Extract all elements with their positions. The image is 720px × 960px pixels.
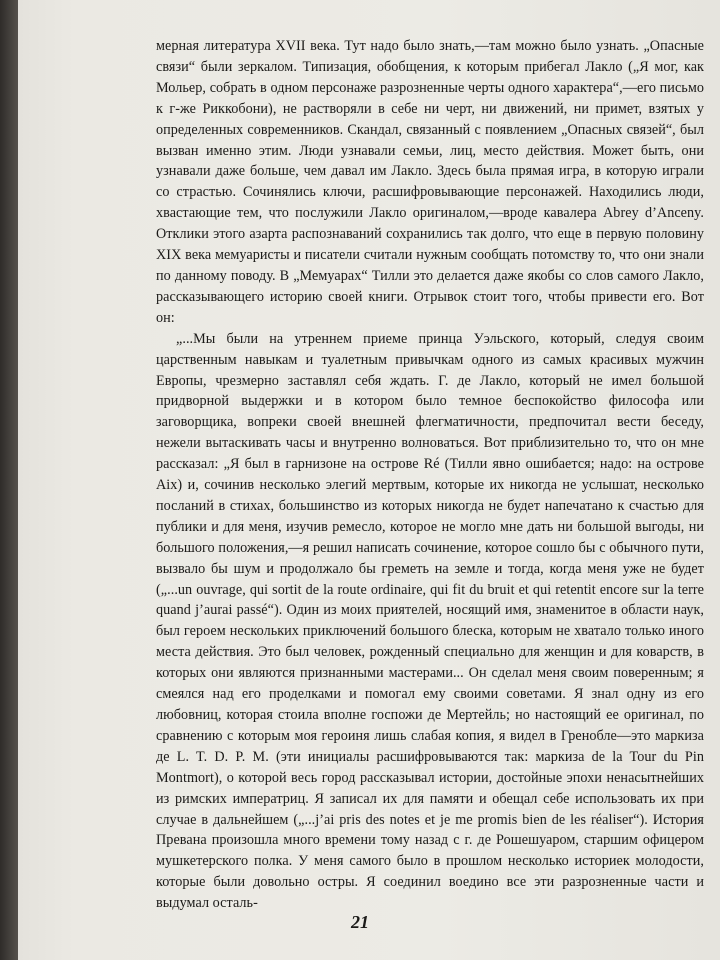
book-page [18,0,720,960]
paragraph-intro: мерная литература XVII века. Тут надо было знать,—там можно было узнать. „Опасные связи“ были зеркалом. Типизация, обобщения, к которым прибегал Лакло („Я мог, как Мольер, собрать в одном персонаже разрозненные черты одного характера“,—его письмо к г-же Риккобони), не растворяли в себе ни черт, ни движений, ни примет, взятых у определенных современников. Скандал, связанный с появлением „Опасных связей“, был вызван именно этим. Люди узнавали семьи, лиц, место действия. Может быть, они узнавали даже больше, чем давал им Лакло. Здесь была прямая игра, в которую играли со страстью. Сочинялись ключи, расшифровывающие персонажей. Находились люди, хвастающие тем, что послужили Лакло оригиналом,—вроде кавалера Abrey d’Anceny. Отклики этого азарта распознаваний сохранились так долго, что еще в первую половину XIX века мемуаристы и писатели считали нужным сообщать потомству то, что они знали по данному поводу. В „Мемуарах“ Тилли это делается даже якобы со слов самого Лакло, рассказывающего историю своей книги. Отрывок стоит того, чтобы привести его. Вот он: [156,38,704,326]
page-number: 21 [351,912,369,932]
page-text [156,36,704,914]
page-edge-shadow [0,0,18,960]
paragraph-quote: „...Мы были на утреннем приеме принца Уэльского, который, следуя своим царственным навыкам и туалетным привычкам одного из самых красивых мужчин Европы, чрезмерно заставлял себя ждать. Г. де Лакло, который не имел большой придворной выдержки и в котором было темное беспокойство философа или заговорщика, вопреки своей внешней флегматичности, предпочитал вести беседу, нежели вытаскивать часы и внутренно волноваться. Вот приблизительно то, что он мне рассказал: „Я был в гарнизоне на острове Ré (Тилли явно ошибается; надо: на острове Aix) и, сочинив несколько элегий мертвым, которые их никогда не услышат, несколько посланий в стихах, большинство из которых никогда не будет напечатано к счастью для публики и для меня, изучив ремесло, которое не могло мне дать ни большой выгоды, ни большого положения,—я решил написать сочинение, которое сошло бы с обычного пути, вызвало бы шум и продолжало бы греметь на земле и тогда, когда меня уже не будет („...un ouvrage, qui sortit de la route ordinaire, qui fit du bruit et qui retentit encore sur la terre quand j’aurai passé“). Один из моих приятелей, носящий имя, знаменитое в области наук, был героем нескольких приключений большого блеска, которым не хватало только иного места действия. Это был человек, рожденный специально для женщин и для коварств, в которых они являются признанными мастерами... Он сделал меня своим поверенным; я смеялся над его проделками и помогал ему своими советами. Я знал одну из его любовниц, которая стоила вполне госпожи де Мертейль; но настоящий ее оригинал, по сравнению с которым моя героиня лишь слабая копия, я видел в Гренобле—это маркиза де L. T. D. P. M. (эти инициалы расшифровываются так: маркиза de la Tour du Pin Montmort), о которой весь город рассказывал истории, достойные эпохи ненасытнейших из римских императриц. Я записал их для памяти и обещал себе использовать их при случае в дальнейшем („...j’ai pris des notes et je me promis bien de les réaliser“). История Превана произошла много времени тому назад с г. де Рошешуаром, старшим офицером мушкетерского полка. У меня самого было в прошлом несколько историек молодости, которые были довольно остры. Я соединил воедино все эти разрозненные части и выдумал осталь- [156,330,704,912]
